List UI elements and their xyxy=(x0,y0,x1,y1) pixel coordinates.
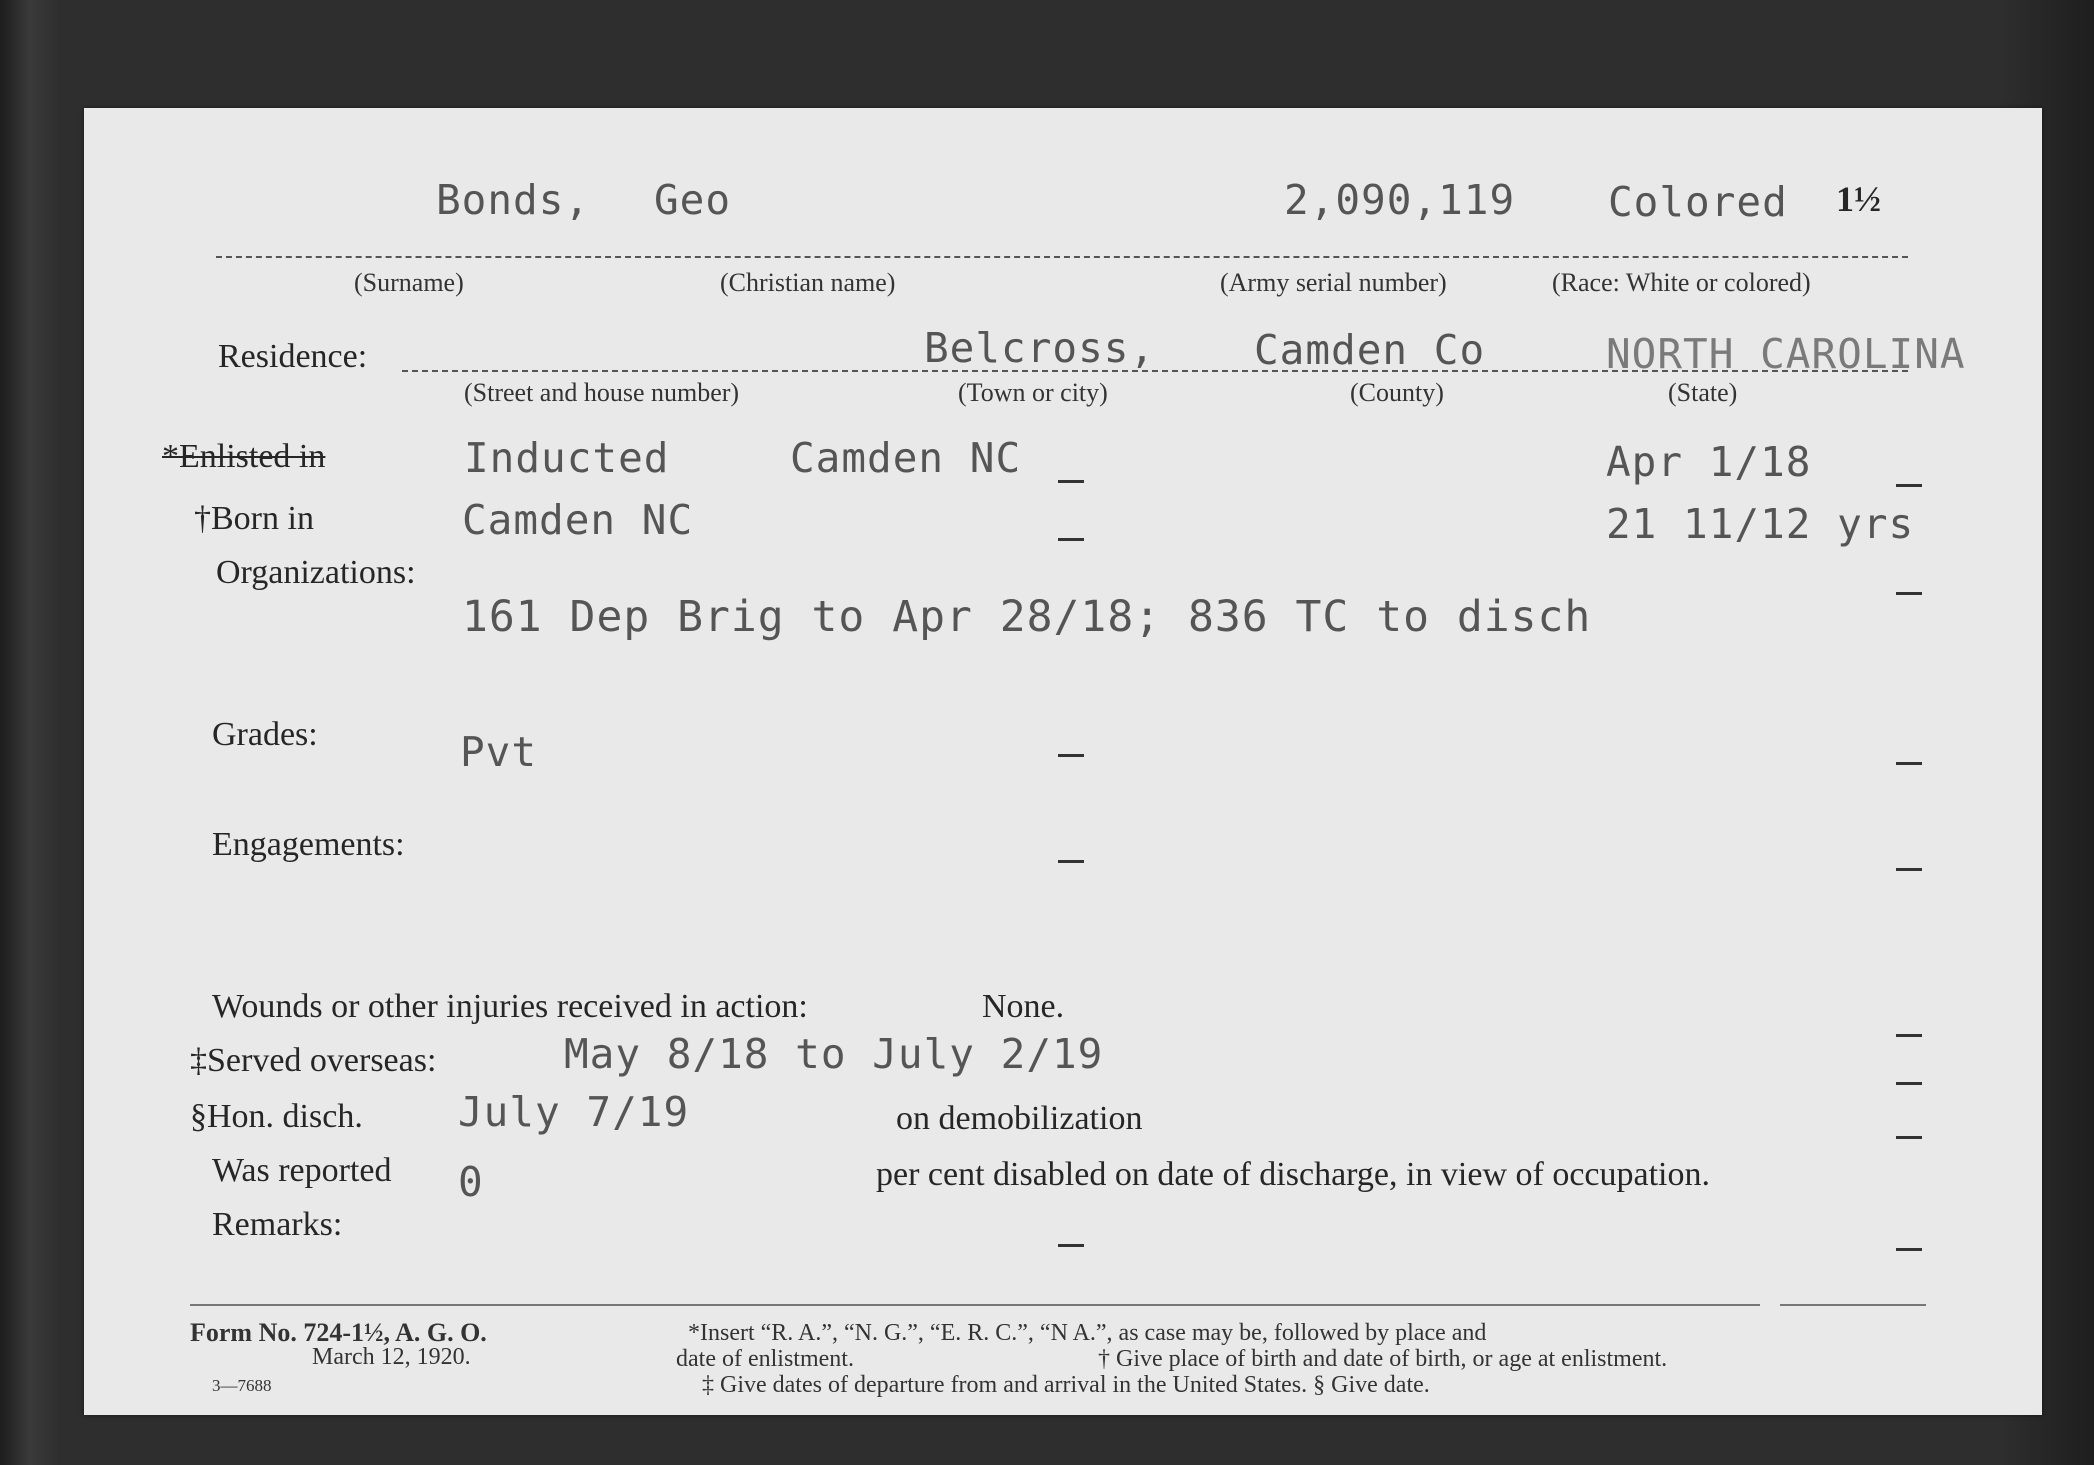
residence-label: Residence: xyxy=(218,338,368,375)
footnote-enlistment-cont: date of enlistment. xyxy=(676,1346,854,1372)
grades-dash xyxy=(1058,754,1084,757)
race-value: Colored xyxy=(1608,178,1788,226)
organizations-label: Organizations: xyxy=(216,554,416,591)
service-record-card xyxy=(84,108,2042,1415)
grades-label: Grades: xyxy=(212,716,318,753)
engagements-dash xyxy=(1058,860,1084,863)
county-caption: (County) xyxy=(1350,378,1444,407)
enlisted-date-dash xyxy=(1896,484,1922,487)
footnote-overseas: ‡ Give dates of departure from and arrival in the United States. § Give date. xyxy=(702,1372,1430,1398)
overseas-label: ‡Served overseas: xyxy=(190,1042,437,1079)
footer-rule-right xyxy=(1780,1304,1926,1306)
born-label: †Born in xyxy=(194,500,314,537)
surname-value: Bonds, xyxy=(436,176,591,224)
overseas-value: May 8/18 to July 2/19 xyxy=(564,1030,1104,1078)
born-dash xyxy=(1058,538,1084,541)
header-rule xyxy=(216,256,1908,258)
disability-percent: 0 xyxy=(458,1158,484,1206)
residence-state: NORTH CAROLINA xyxy=(1606,330,1966,378)
print-code: 3—7688 xyxy=(212,1376,272,1395)
form-number: Form No. 724-1½, A. G. O. xyxy=(190,1318,487,1347)
remarks-dash-right xyxy=(1896,1248,1922,1251)
footer-rule-left xyxy=(190,1304,1760,1306)
christian-name-value: Geo xyxy=(654,176,732,224)
wounds-value: None. xyxy=(982,988,1065,1025)
discharge-label: §Hon. disch. xyxy=(190,1098,363,1135)
discharge-reason: on demobilization xyxy=(896,1100,1143,1137)
residence-town: Belcross, xyxy=(924,324,1156,372)
residence-county: Camden Co xyxy=(1254,326,1486,374)
grades-dash-right xyxy=(1896,762,1922,765)
discharge-date: July 7/19 xyxy=(458,1088,690,1136)
born-age: 21 11/12 yrs xyxy=(1606,500,1915,548)
disability-text: per cent disabled on date of discharge, in view of occupation. xyxy=(876,1156,1710,1193)
disability-label: Was reported xyxy=(212,1152,392,1189)
street-caption: (Street and house number) xyxy=(464,378,740,407)
race-caption: (Race: White or colored) xyxy=(1552,268,1811,297)
enlisted-date: Apr 1/18 xyxy=(1606,438,1812,486)
residence-rule xyxy=(402,370,1908,372)
overseas-dash-2 xyxy=(1896,1082,1922,1085)
remarks-label: Remarks: xyxy=(212,1206,343,1243)
footnote-birth: † Give place of birth and date of birth, or age at enlistment. xyxy=(1098,1346,1668,1372)
enlisted-place: Camden NC xyxy=(790,434,1022,482)
town-caption: (Town or city) xyxy=(958,378,1108,407)
form-date: March 12, 1920. xyxy=(312,1344,471,1370)
overseas-dash xyxy=(1896,1034,1922,1037)
serial-number-caption: (Army serial number) xyxy=(1220,268,1447,297)
footnote-enlistment: *Insert “R. A.”, “N. G.”, “E. R. C.”, “N A.”, as case may be, followed by place and xyxy=(688,1320,1487,1346)
wounds-label: Wounds or other injuries received in action: xyxy=(212,988,808,1025)
grades-value: Pvt xyxy=(460,728,538,776)
form-type-mark: 1½ xyxy=(1836,179,1881,219)
serial-number-value: 2,090,119 xyxy=(1284,176,1516,224)
enlisted-label: *Enlisted in xyxy=(162,438,326,475)
organizations-dash xyxy=(1896,592,1922,595)
engagements-dash-right xyxy=(1896,868,1922,871)
enlisted-dash xyxy=(1058,480,1084,483)
state-caption: (State) xyxy=(1668,378,1738,407)
christian-name-caption: (Christian name) xyxy=(720,268,896,297)
surname-caption: (Surname) xyxy=(354,268,464,297)
born-place: Camden NC xyxy=(462,496,694,544)
remarks-dash xyxy=(1058,1244,1084,1247)
organizations-value: 161 Dep Brig to Apr 28/18; 836 TC to disch xyxy=(462,592,1592,642)
engagements-label: Engagements: xyxy=(212,826,405,863)
discharge-dash xyxy=(1896,1136,1922,1139)
enlisted-method: Inducted xyxy=(464,434,670,482)
